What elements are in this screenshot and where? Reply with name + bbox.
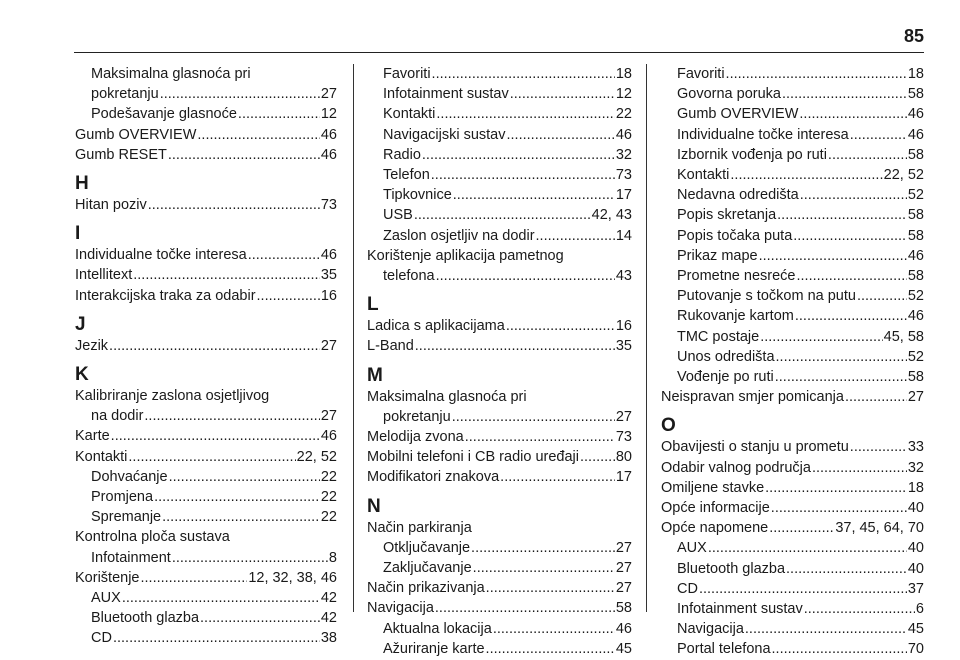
leader-dots: [111, 426, 320, 446]
index-entry: [367, 538, 632, 558]
index-entry: [367, 185, 632, 205]
section-letter: L: [367, 294, 379, 316]
leader-dots: [422, 145, 615, 165]
entry-page-ref: 46: [907, 126, 924, 143]
leader-dots: [160, 84, 320, 104]
index-heading: Korištenje aplikacija pametnog: [367, 247, 564, 264]
entry-page-ref: 12, 32, 38, 46: [248, 569, 337, 586]
index-entry: [661, 478, 924, 498]
entry-page-ref: 6: [915, 601, 924, 618]
index-entry: [75, 628, 337, 648]
entry-term: Telefon: [383, 167, 430, 184]
leader-dots: [708, 538, 907, 558]
entry-term: Radio: [383, 146, 421, 163]
leader-dots: [144, 406, 319, 426]
entry-page-ref: 58: [615, 600, 632, 617]
entry-page-ref: 45, 58: [883, 328, 924, 345]
leader-dots: [431, 165, 615, 185]
section-letter: I: [75, 223, 81, 245]
entry-page-ref: 46: [615, 126, 632, 143]
entry-term: Navigacija: [677, 621, 744, 638]
leader-dots: [772, 639, 907, 659]
index-entry: [661, 165, 924, 185]
leader-dots: [804, 599, 915, 619]
leader-dots: [169, 467, 320, 487]
entry-term: Popis skretanja: [677, 207, 777, 224]
entry-term: Opće napomene: [661, 520, 769, 537]
index-entry: [661, 145, 924, 165]
entry-page-ref: 17: [615, 469, 632, 486]
leader-dots: [257, 286, 320, 306]
leader-dots: [172, 548, 328, 568]
entry-page-ref: 52: [907, 187, 924, 204]
leader-dots: [771, 498, 907, 518]
leader-dots: [506, 316, 615, 336]
section-letter: J: [75, 313, 86, 335]
entry-term: Izbornik vođenja po ruti: [677, 146, 827, 163]
entry-term: Zaslon osjetljiv na dodir: [383, 227, 535, 244]
entry-page-ref: 58: [907, 369, 924, 386]
leader-dots: [140, 568, 247, 588]
index-entry: [367, 205, 632, 225]
index-entry: [75, 467, 337, 487]
entry-page-ref: 42: [320, 610, 337, 627]
index-entry: [661, 559, 924, 579]
leader-dots: [452, 407, 615, 427]
leader-dots: [580, 447, 615, 467]
leader-dots: [128, 447, 295, 467]
index-entry: [367, 578, 632, 598]
entry-page-ref: 73: [615, 429, 632, 446]
index-entry: [367, 558, 632, 578]
index-entry: [75, 245, 337, 265]
index-entry: [75, 265, 337, 285]
leader-dots: [745, 619, 907, 639]
index-entry: [367, 447, 632, 467]
leader-dots: [500, 467, 615, 487]
leader-dots: [133, 265, 320, 285]
entry-page-ref: 46: [320, 126, 337, 143]
entry-page-ref: 58: [907, 86, 924, 103]
index-entry: [661, 458, 924, 478]
index-entry: [75, 568, 337, 588]
entry-term: USB: [383, 207, 413, 224]
entry-page-ref: 22: [320, 489, 337, 506]
section-letter: M: [367, 364, 383, 386]
leader-dots: [795, 306, 907, 326]
entry-page-ref: 46: [615, 620, 632, 637]
entry-term: Modifikatori znakova: [367, 469, 500, 486]
index-entry: [75, 286, 337, 306]
entry-page-ref: 12: [320, 106, 337, 123]
index-entry: [75, 548, 337, 568]
index-entry: [661, 437, 924, 457]
index-entry: [661, 639, 924, 659]
entry-term: Ažuriranje karte: [383, 640, 485, 657]
entry-page-ref: 70: [907, 641, 924, 658]
entry-term: Hitan poziv: [75, 197, 147, 214]
entry-page-ref: 27: [320, 337, 337, 354]
entry-page-ref: 58: [907, 146, 924, 163]
entry-term: Odabir valnog područja: [661, 459, 811, 476]
entry-term: Kontakti: [677, 167, 730, 184]
index-entry: [661, 619, 924, 639]
entry-page-ref: 22, 52: [296, 448, 337, 465]
entry-page-ref: 58: [907, 268, 924, 285]
entry-page-ref: 43: [615, 268, 632, 285]
entry-term: Otključavanje: [383, 539, 471, 556]
entry-page-ref: 27: [320, 86, 337, 103]
entry-term: Prikaz mape: [677, 247, 758, 264]
entry-page-ref: 27: [615, 408, 632, 425]
entry-page-ref: 42, 43: [591, 207, 632, 224]
entry-page-ref: 52: [907, 348, 924, 365]
leader-dots: [799, 104, 906, 124]
entry-term: Portal telefona: [677, 641, 771, 658]
index-entry: [661, 286, 924, 306]
index-entry: [75, 507, 337, 527]
index-entry: [367, 64, 632, 84]
entry-term: Bluetooth glazba: [677, 560, 786, 577]
index-entry: [661, 347, 924, 367]
leader-dots: [435, 598, 615, 618]
leader-dots: [453, 185, 615, 205]
entry-term: Aktualna lokacija: [383, 620, 492, 637]
column-divider: [646, 64, 647, 612]
index-entry: [367, 226, 632, 246]
leader-dots: [699, 579, 907, 599]
section-letter: O: [661, 415, 676, 437]
entry-page-ref: 45: [907, 621, 924, 638]
entry-term: Zaključavanje: [383, 560, 472, 577]
section-letter: H: [75, 173, 89, 195]
entry-term: Interakcijska traka za odabir: [75, 287, 256, 304]
entry-page-ref: 46: [320, 247, 337, 264]
index-entry: [661, 125, 924, 145]
entry-page-ref: 46: [320, 146, 337, 163]
entry-term: Intellitext: [75, 267, 133, 284]
entry-page-ref: 42: [320, 590, 337, 607]
index-entry: [75, 406, 337, 426]
index-entry: [661, 205, 924, 225]
entry-term: Neispravan smjer pomicanja: [661, 389, 844, 406]
index-entry: [75, 104, 337, 124]
entry-term: Navigacijski sustav: [383, 126, 506, 143]
leader-dots: [414, 205, 591, 225]
leader-dots: [730, 165, 882, 185]
entry-term: pokretanju: [91, 86, 159, 103]
leader-dots: [168, 145, 320, 165]
index-heading: Kalibriranje zaslona osjetljivog: [75, 388, 270, 405]
entry-term: Podešavanje glasnoće: [91, 106, 237, 123]
index-entry: [661, 387, 924, 407]
entry-term: Tipkovnice: [383, 187, 452, 204]
leader-dots: [850, 125, 907, 145]
entry-term: Prometne nesreće: [677, 268, 796, 285]
entry-term: Korištenje: [75, 569, 140, 586]
index-column-1: [75, 64, 337, 649]
leader-dots: [465, 427, 615, 447]
entry-page-ref: 16: [320, 287, 337, 304]
leader-dots: [248, 245, 320, 265]
entry-term: AUX: [677, 540, 707, 557]
index-entry: [661, 246, 924, 266]
leader-dots: [200, 608, 320, 628]
entry-page-ref: 27: [320, 408, 337, 425]
index-entry: [661, 226, 924, 246]
entry-term: Kontakti: [383, 106, 436, 123]
leader-dots: [507, 125, 615, 145]
entry-page-ref: 80: [615, 449, 632, 466]
index-column-3: [661, 64, 924, 660]
index-column-2: [367, 64, 632, 659]
entry-page-ref: 40: [907, 540, 924, 557]
index-entry: [661, 306, 924, 326]
entry-term: CD: [677, 580, 698, 597]
leader-dots: [850, 437, 907, 457]
leader-dots: [122, 588, 320, 608]
index-entry: [661, 185, 924, 205]
entry-term: Individualne točke interesa: [677, 126, 849, 143]
entry-page-ref: 8: [328, 549, 337, 566]
entry-page-ref: 22, 52: [883, 167, 924, 184]
leader-dots: [759, 246, 907, 266]
entry-page-ref: 46: [320, 428, 337, 445]
index-entry: [661, 367, 924, 387]
entry-page-ref: 46: [907, 308, 924, 325]
entry-term: Gumb OVERVIEW: [677, 106, 799, 123]
leader-dots: [162, 507, 320, 527]
entry-page-ref: 40: [907, 560, 924, 577]
leader-dots: [197, 125, 319, 145]
entry-term: Rukovanje kartom: [677, 308, 794, 325]
index-entry: [661, 327, 924, 347]
entry-page-ref: 14: [615, 227, 632, 244]
entry-term: Gumb OVERVIEW: [75, 126, 197, 143]
leader-dots: [154, 487, 320, 507]
entry-term: Nedavna odredišta: [677, 187, 799, 204]
leader-dots: [760, 327, 882, 347]
section-letter: N: [367, 495, 381, 517]
entry-page-ref: 46: [907, 247, 924, 264]
leader-dots: [800, 185, 907, 205]
index-heading: Način parkiranja: [367, 519, 472, 536]
index-entry: [367, 427, 632, 447]
entry-page-ref: 18: [907, 66, 924, 82]
entry-term: Opće informacije: [661, 500, 770, 517]
entry-term: L-Band: [367, 338, 414, 355]
index-entry: [661, 104, 924, 124]
entry-term: Unos odredišta: [677, 348, 775, 365]
index-entry: [367, 598, 632, 618]
entry-term: Jezik: [75, 337, 109, 354]
leader-dots: [109, 336, 320, 356]
entry-term: Individualne točke interesa: [75, 247, 247, 264]
entry-page-ref: 58: [907, 207, 924, 224]
leader-dots: [857, 286, 907, 306]
entry-page-ref: 73: [320, 197, 337, 214]
entry-page-ref: 17: [615, 187, 632, 204]
index-entry: [367, 266, 632, 286]
index-entry: [75, 447, 337, 467]
leader-dots: [436, 104, 614, 124]
entry-term: Obavijesti o stanju u prometu: [661, 439, 849, 456]
entry-term: Infotainment: [91, 549, 171, 566]
entry-term: TMC postaje: [677, 328, 760, 345]
index-entry: [367, 104, 632, 124]
index-entry: [367, 619, 632, 639]
index-entry: [661, 538, 924, 558]
leader-dots: [777, 205, 907, 225]
index-heading: Maksimalna glasnoća pri: [91, 66, 251, 82]
index-heading: Maksimalna glasnoća pri: [367, 388, 527, 405]
leader-dots: [432, 64, 615, 84]
entry-page-ref: 12: [615, 86, 632, 103]
entry-page-ref: 35: [615, 338, 632, 355]
entry-term: Dohvaćanje: [91, 468, 168, 485]
leader-dots: [775, 367, 907, 387]
index-entry: [75, 588, 337, 608]
leader-dots: [776, 347, 907, 367]
index-entry: [75, 145, 337, 165]
leader-dots: [493, 619, 615, 639]
entry-page-ref: 37: [907, 580, 924, 597]
entry-page-ref: 45: [615, 640, 632, 657]
index-entry: [367, 125, 632, 145]
entry-page-ref: 32: [615, 146, 632, 163]
index-entry: [367, 84, 632, 104]
index-entry: [661, 266, 924, 286]
entry-page-ref: 37, 45, 64, 70: [835, 520, 924, 537]
entry-page-ref: 27: [615, 580, 632, 597]
index-entry: [661, 579, 924, 599]
entry-term: Infotainment sustav: [677, 601, 803, 618]
index-entry: [367, 336, 632, 356]
entry-page-ref: 22: [615, 106, 632, 123]
leader-dots: [415, 336, 615, 356]
leader-dots: [812, 458, 907, 478]
entry-page-ref: 22: [320, 509, 337, 526]
index-entry: [367, 407, 632, 427]
index-heading: Kontrolna ploča sustava: [75, 529, 230, 546]
leader-dots: [782, 84, 907, 104]
index-entry: [661, 599, 924, 619]
section-letter: K: [75, 364, 89, 386]
index-entry: [75, 426, 337, 446]
index-entry: [75, 487, 337, 507]
entry-term: Navigacija: [367, 600, 434, 617]
leader-dots: [765, 478, 907, 498]
leader-dots: [113, 628, 320, 648]
index-entry: [661, 498, 924, 518]
entry-term: Vođenje po ruti: [677, 369, 774, 386]
entry-term: AUX: [91, 590, 121, 607]
entry-term: Omiljene stavke: [661, 479, 765, 496]
column-divider: [353, 64, 354, 612]
leader-dots: [793, 226, 907, 246]
entry-term: telefona: [383, 268, 435, 285]
index-entry: [367, 467, 632, 487]
leader-dots: [769, 518, 834, 538]
leader-dots: [828, 145, 907, 165]
entry-page-ref: 18: [615, 66, 632, 82]
entry-term: Spremanje: [91, 509, 162, 526]
entry-page-ref: 40: [907, 500, 924, 517]
leader-dots: [510, 84, 615, 104]
index-entry: [367, 165, 632, 185]
entry-term: Mobilni telefoni i CB radio uređaji: [367, 449, 579, 466]
entry-page-ref: 18: [907, 479, 924, 496]
entry-page-ref: 27: [615, 560, 632, 577]
entry-term: CD: [91, 630, 112, 647]
index-entry: [75, 84, 337, 104]
entry-page-ref: 52: [907, 288, 924, 305]
entry-page-ref: 38: [320, 630, 337, 647]
index-entry: [661, 84, 924, 104]
page-number: 85: [903, 26, 924, 46]
header-rule: [74, 52, 924, 53]
entry-term: Karte: [75, 428, 110, 445]
leader-dots: [486, 578, 615, 598]
entry-page-ref: 73: [615, 167, 632, 184]
index-entry: [367, 316, 632, 336]
entry-term: Putovanje s točkom na putu: [677, 288, 856, 305]
leader-dots: [845, 387, 907, 407]
index-entry: [661, 64, 924, 84]
entry-page-ref: 27: [907, 389, 924, 406]
leader-dots: [238, 104, 320, 124]
entry-term: Bluetooth glazba: [91, 610, 200, 627]
entry-term: Promjena: [91, 489, 154, 506]
index-entry: [661, 518, 924, 538]
leader-dots: [726, 64, 907, 84]
entry-term: Gumb RESET: [75, 146, 167, 163]
leader-dots: [436, 266, 615, 286]
index-entry: [367, 145, 632, 165]
entry-page-ref: 16: [615, 318, 632, 335]
leader-dots: [796, 266, 906, 286]
entry-term: Način prikazivanja: [367, 580, 485, 597]
entry-page-ref: 32: [907, 459, 924, 476]
leader-dots: [536, 226, 615, 246]
index-entry: [75, 608, 337, 628]
entry-term: na dodir: [91, 408, 144, 425]
entry-page-ref: 58: [907, 227, 924, 244]
entry-term: Infotainment sustav: [383, 86, 509, 103]
entry-term: Favoriti: [383, 66, 431, 82]
leader-dots: [148, 195, 320, 215]
leader-dots: [786, 559, 907, 579]
leader-dots: [471, 538, 615, 558]
index-entry: [75, 195, 337, 215]
entry-page-ref: 22: [320, 468, 337, 485]
index-entry: [75, 336, 337, 356]
entry-page-ref: 46: [907, 106, 924, 123]
entry-term: Govorna poruka: [677, 86, 781, 103]
entry-page-ref: 27: [615, 539, 632, 556]
leader-dots: [473, 558, 615, 578]
entry-term: Kontakti: [75, 448, 128, 465]
entry-page-ref: 33: [907, 439, 924, 456]
entry-term: pokretanju: [383, 408, 451, 425]
entry-term: Popis točaka puta: [677, 227, 793, 244]
entry-term: Favoriti: [677, 66, 725, 82]
index-entry: [75, 125, 337, 145]
entry-term: Ladica s aplikacijama: [367, 318, 505, 335]
entry-page-ref: 35: [320, 267, 337, 284]
entry-term: Melodija zvona: [367, 429, 464, 446]
